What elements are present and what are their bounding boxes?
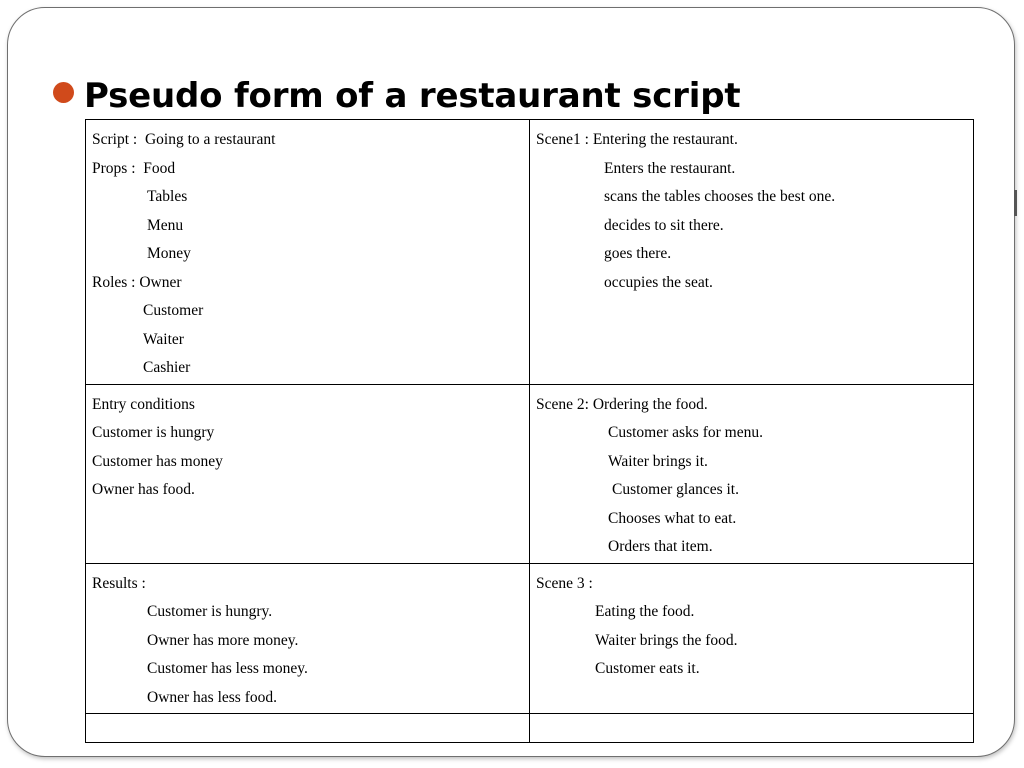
scene2-heading: Scene 2: Ordering the food. — [536, 395, 708, 413]
scene2-step: Customer asks for menu. — [608, 424, 763, 441]
scene1-step: goes there. — [604, 245, 672, 262]
entry-heading: Entry conditions — [92, 395, 195, 413]
scene3-step: Customer eats it. — [595, 660, 700, 677]
props-item: Money — [147, 245, 191, 262]
table-row — [86, 563, 974, 714]
entry-item: Customer has money — [92, 452, 223, 470]
slide-edge-marker — [1014, 190, 1017, 216]
scene2-step: Chooses what to eat. — [608, 509, 737, 527]
table-row — [86, 714, 974, 743]
props-label: Props : Food — [92, 159, 176, 177]
roles-item: Cashier — [143, 359, 191, 376]
scene1-step: occupies the seat. — [604, 273, 713, 291]
entry-item: Customer is hungry — [92, 424, 215, 441]
scene1-cell — [530, 120, 974, 385]
scene2-step: Waiter brings it. — [608, 452, 708, 470]
table-row — [86, 384, 974, 563]
script-cell — [86, 120, 530, 385]
results-item: Customer has less money. — [147, 660, 308, 677]
roles-item: Waiter — [143, 330, 184, 348]
results-item: Customer is hungry. — [147, 603, 273, 620]
scene2-step: Customer glances it. — [612, 481, 739, 498]
results-item: Owner has less food. — [147, 688, 278, 706]
results-item: Owner has more money. — [147, 631, 299, 649]
restaurant-script-table — [85, 119, 974, 743]
scene2-cell — [530, 384, 974, 563]
script-name: Script : Going to a restaurant — [92, 131, 276, 148]
scene3-cell — [530, 563, 974, 714]
bullet-icon — [53, 82, 74, 103]
roles-item: Customer — [143, 302, 204, 319]
entry-item: Owner has food. — [92, 481, 195, 498]
entry-conditions-cell — [86, 384, 530, 563]
scene3-step: Waiter brings the food. — [595, 631, 738, 649]
scene1-heading: Scene1 : Entering the restaurant. — [536, 131, 738, 148]
props-item: Menu — [147, 216, 184, 234]
scene1-step: Enters the restaurant. — [604, 159, 736, 177]
scene3-heading: Scene 3 : — [536, 574, 593, 592]
slide-title: Pseudo form of a restaurant script — [84, 76, 741, 116]
scene1-step: scans the tables chooses the best one. — [604, 188, 836, 205]
table-row — [86, 120, 974, 385]
results-cell — [86, 563, 530, 714]
props-item: Tables — [147, 188, 188, 205]
results-heading: Results : — [92, 574, 146, 592]
scene1-step: decides to sit there. — [604, 216, 724, 234]
scene2-step: Orders that item. — [608, 538, 713, 555]
scene3-step: Eating the food. — [595, 603, 695, 620]
empty-cell — [86, 714, 530, 743]
roles-label: Roles : Owner — [92, 273, 182, 291]
empty-cell — [530, 714, 974, 743]
